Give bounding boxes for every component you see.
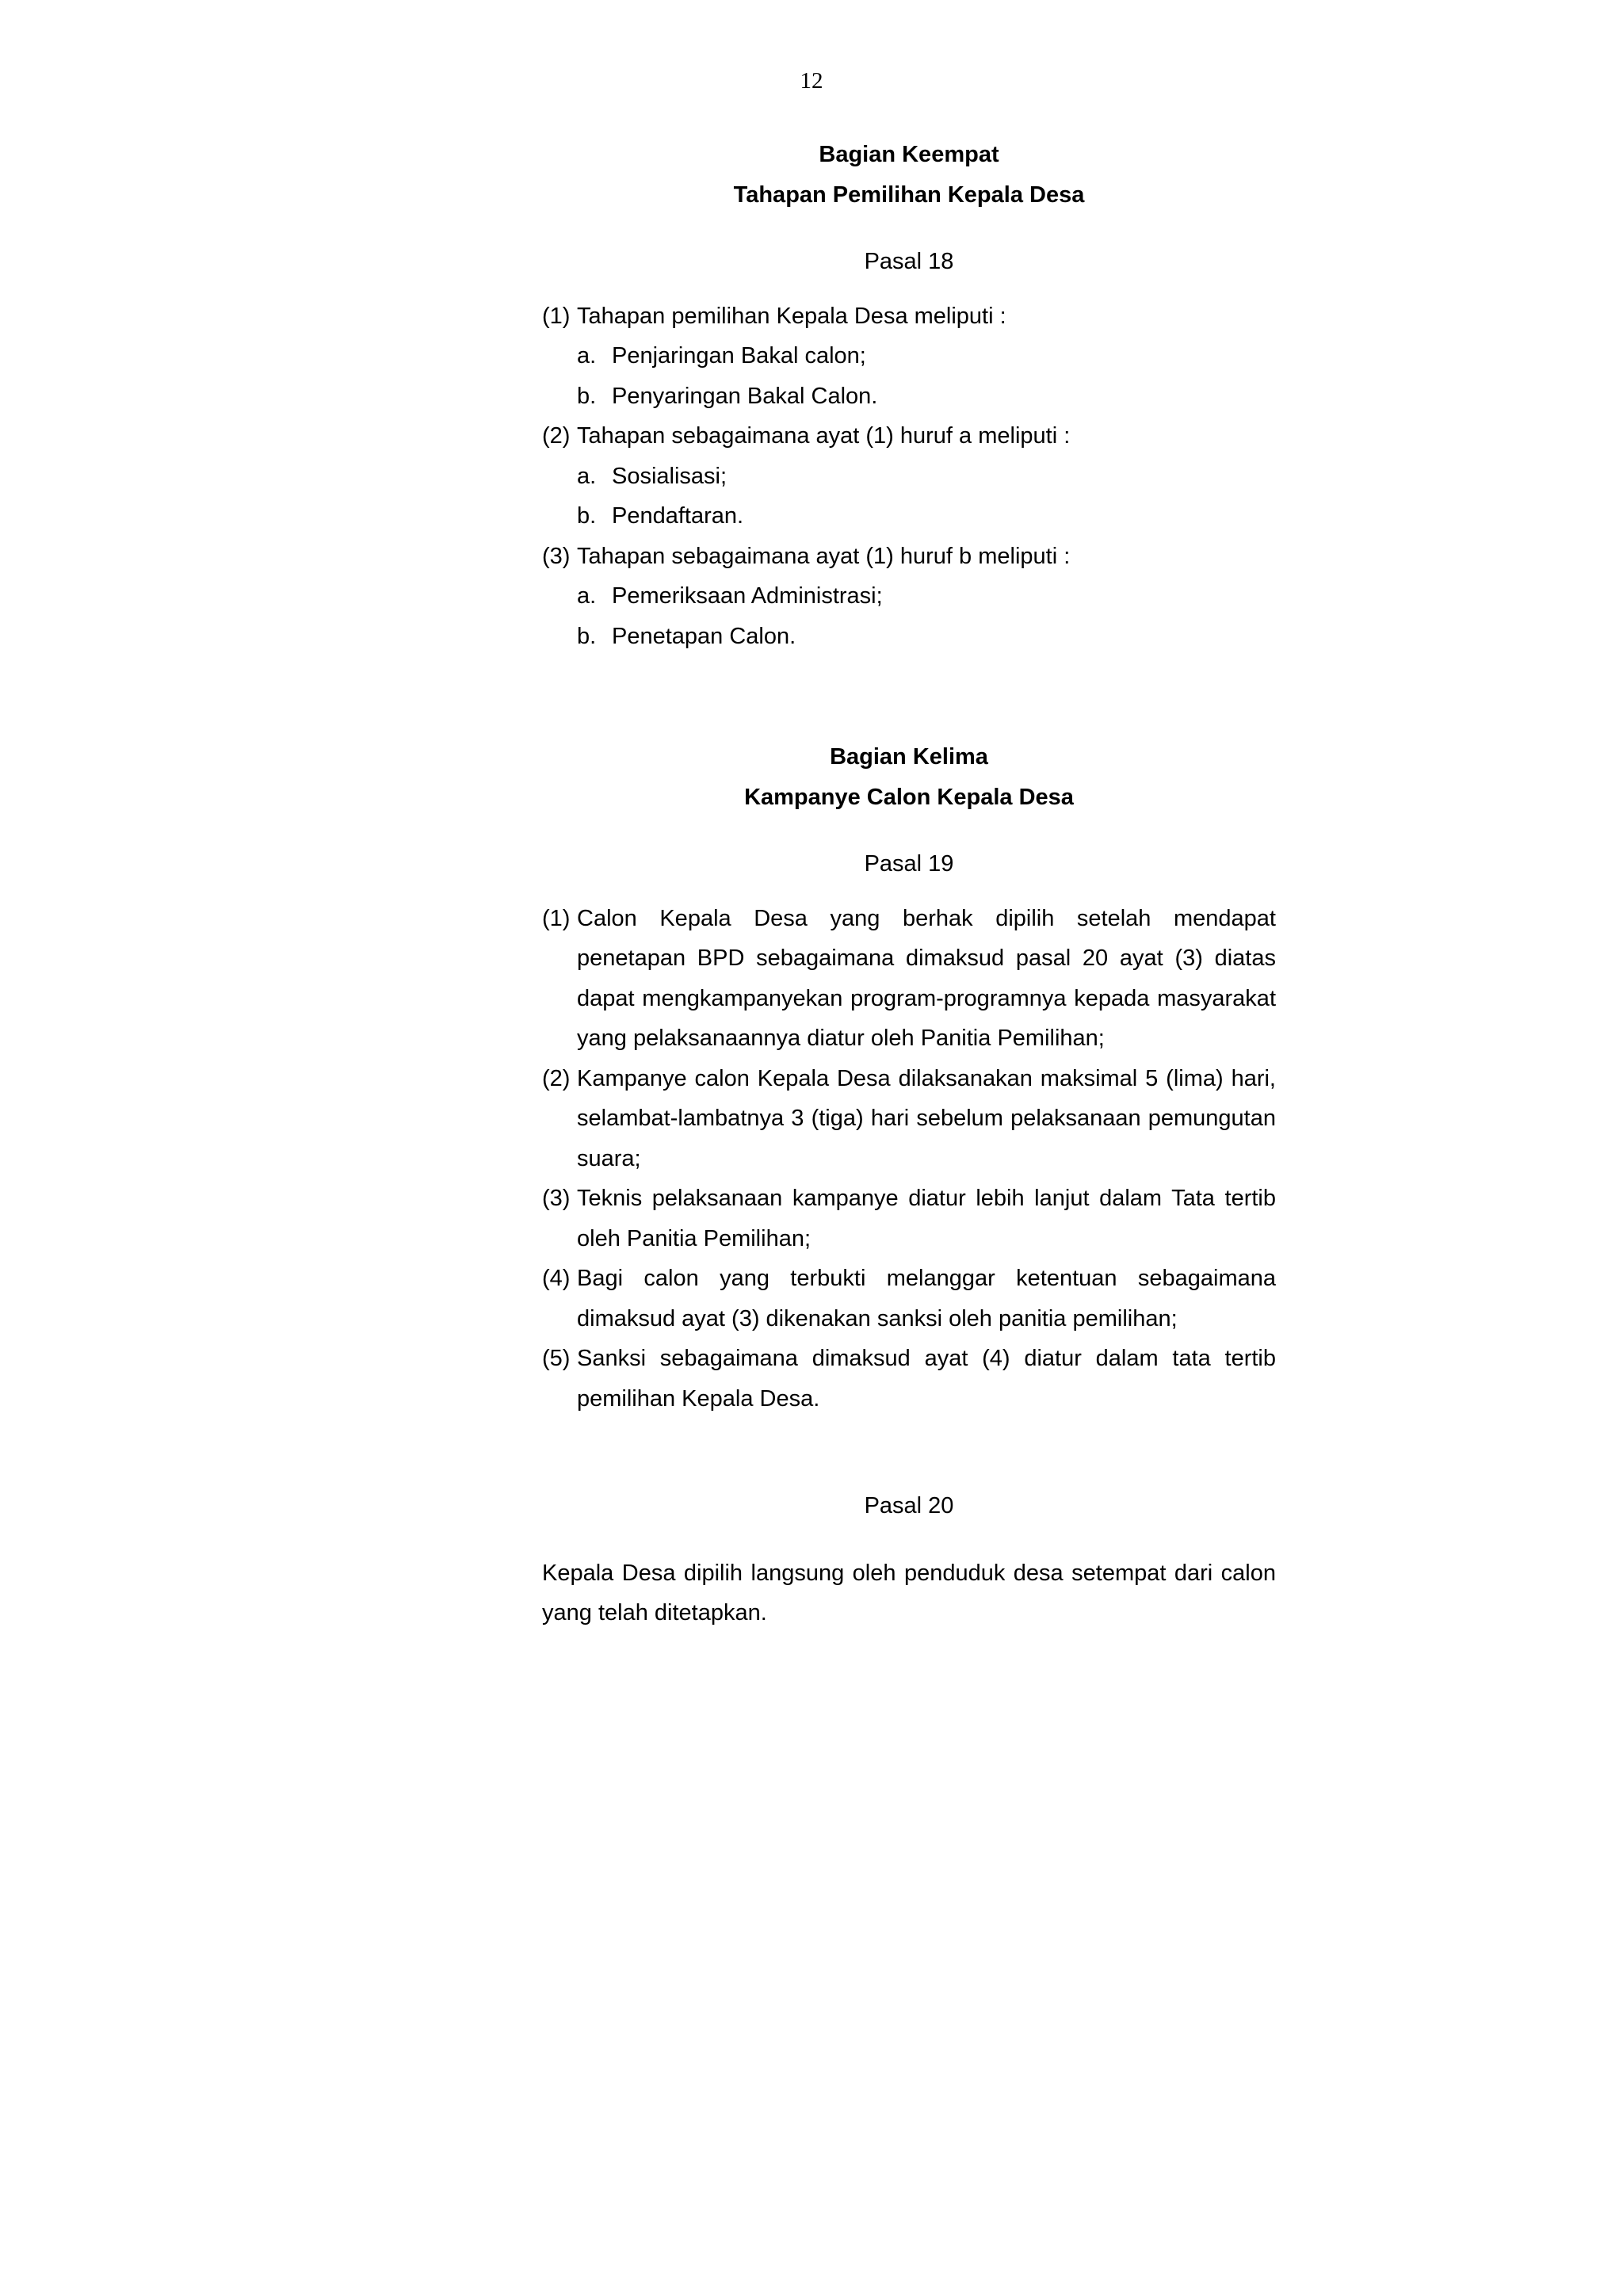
item-text: Teknis pelaksanaan kampanye diatur lebih lanjut dalam Tata tertib oleh Panitia Pemilihan; — [577, 1186, 1276, 1251]
item-text: Tahapan sebagaimana ayat (1) huruf a meliputi : — [577, 423, 1071, 449]
pasal-18-item-3 — [542, 537, 1276, 577]
item-text: Tahapan pemilihan Kepala Desa meliputi : — [577, 303, 1006, 329]
item-number: (2) — [542, 1065, 571, 1091]
section-title-bagian-kelima: Bagian Kelima — [830, 744, 988, 770]
sub-text: Penyaringan Bakal Calon. — [612, 383, 878, 409]
sub-text: Sosialisasi; — [612, 463, 727, 489]
item-number: (2) — [542, 423, 571, 449]
sub-text: Pemeriksaan Administrasi; — [612, 583, 883, 609]
item-text: Calon Kepala Desa yang berhak dipilih setelah mendapat penetapan BPD sebagaimana dimaksud pasal 20 ayat (3) diatas dapat mengkampanyekan program-programnya kepada masyarakat yang pelaksanaannya diatur oleh Panitia Pemilihan; — [577, 905, 1276, 1051]
sub-letter: b. — [577, 383, 597, 409]
sub-letter: b. — [577, 623, 597, 649]
section-title-bagian-keempat: Bagian Keempat — [819, 142, 999, 167]
pasal-19-item-2 — [542, 1059, 1276, 1179]
item-number: (4) — [542, 1266, 571, 1291]
sub-letter: a. — [577, 583, 597, 609]
pasal-18-item-3-sub-b — [577, 617, 1276, 657]
pasal-18-item-3-sub-a — [577, 576, 1276, 617]
pasal-18-heading: Pasal 18 — [864, 249, 954, 274]
pasal-18-item-2-sub-b — [577, 496, 1276, 537]
pasal-20-text: Kepala Desa dipilih langsung oleh penduduk desa setempat dari calon yang telah ditetapkan. — [542, 1560, 1276, 1626]
item-number: (1) — [542, 905, 571, 931]
pasal-18-item-2 — [542, 416, 1276, 457]
sub-text: Pendaftaran. — [612, 503, 744, 529]
sub-text: Penetapan Calon. — [612, 623, 796, 649]
pasal-19-item-1 — [542, 899, 1276, 1059]
item-text: Sanksi sebagaimana dimaksud ayat (4) diatur dalam tata tertib pemilihan Kepala Desa. — [577, 1346, 1276, 1412]
sub-text: Penjaringan Bakal calon; — [612, 343, 866, 369]
sub-letter: a. — [577, 463, 597, 489]
item-number: (5) — [542, 1346, 571, 1371]
document-body — [542, 135, 1276, 1633]
pasal-18-list — [542, 296, 1276, 657]
pasal-19-item-4 — [542, 1259, 1276, 1339]
pasal-18-item-2-sub-a — [577, 457, 1276, 497]
item-number: (3) — [542, 543, 571, 569]
pasal-18-item-1-sub-b — [577, 376, 1276, 417]
item-number: (3) — [542, 1186, 571, 1211]
item-number: (1) — [542, 303, 571, 329]
sub-letter: b. — [577, 503, 597, 529]
page-number: 12 — [800, 68, 823, 94]
pasal-19-item-5 — [542, 1339, 1276, 1419]
item-text: Bagi calon yang terbukti melanggar ketentuan sebagaimana dimaksud ayat (3) dikenakan sanksi oleh panitia pemilihan; — [577, 1266, 1276, 1331]
item-text: Kampanye calon Kepala Desa dilaksanakan maksimal 5 (lima) hari, selambat-lambatnya 3 (tiga) hari sebelum pelaksanaan pemungutan suara; — [577, 1065, 1276, 1171]
pasal-19-list — [542, 899, 1276, 1419]
item-text: Tahapan sebagaimana ayat (1) huruf b meliputi : — [577, 543, 1071, 569]
pasal-18-item-1-sub-a — [577, 336, 1276, 376]
pasal-19-heading: Pasal 19 — [864, 851, 954, 877]
pasal-18-item-1 — [542, 296, 1276, 337]
sub-letter: a. — [577, 343, 597, 369]
pasal-20-heading: Pasal 20 — [864, 1493, 954, 1519]
section-subtitle-bagian-keempat: Tahapan Pemilihan Kepala Desa — [733, 181, 1085, 208]
pasal-19-item-3 — [542, 1179, 1276, 1259]
section-subtitle-bagian-kelima: Kampanye Calon Kepala Desa — [744, 784, 1074, 810]
